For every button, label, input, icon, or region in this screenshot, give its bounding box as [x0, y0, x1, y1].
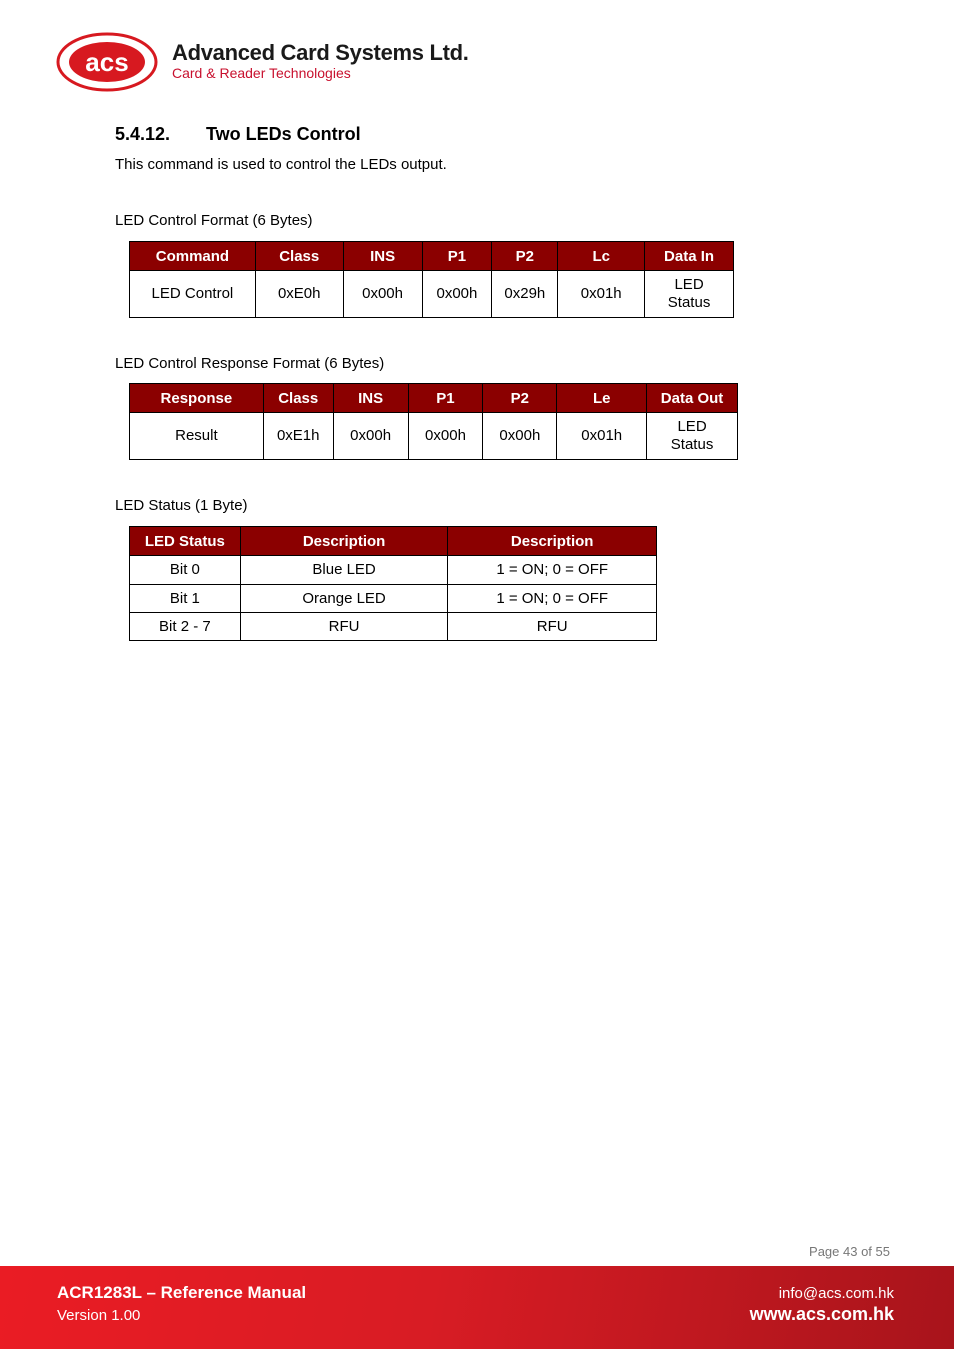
- header-p2: P2: [492, 242, 558, 271]
- section-heading: [115, 124, 361, 145]
- acs-logo-icon: [55, 30, 159, 94]
- company-tagline: Card & Reader Technologies: [172, 65, 351, 81]
- status-table-caption: LED Status (1 Byte): [115, 497, 248, 514]
- company-name: Advanced Card Systems Ltd.: [172, 40, 469, 65]
- logo-text: acs: [85, 47, 129, 77]
- cell-p2: 0x00h: [483, 413, 557, 460]
- cell-class: 0xE0h: [255, 271, 343, 318]
- header-description: Description: [240, 527, 448, 556]
- cell-line: Status: [670, 436, 714, 453]
- cell-data-out: [647, 413, 738, 460]
- table-row: [130, 585, 657, 613]
- cell-description: Orange LED: [240, 585, 448, 613]
- footer-email: info@acs.com.hk: [778, 1285, 894, 1302]
- cell-le: 0x01h: [557, 413, 647, 460]
- cell-value: 1 = ON; 0 = OFF: [448, 556, 657, 585]
- header-data-in: Data In: [645, 242, 734, 271]
- table-header-row: [130, 242, 734, 271]
- table-header-row: [130, 527, 657, 556]
- section-intro: This command is used to control the LEDs output.: [115, 156, 447, 173]
- cell-line: Status: [667, 294, 711, 311]
- cell-value: 1 = ON; 0 = OFF: [448, 585, 657, 613]
- cell-p2: 0x29h: [492, 271, 558, 318]
- led-status-table: [129, 526, 657, 641]
- response-format-table: [129, 383, 738, 460]
- header-data-out: Data Out: [647, 384, 738, 413]
- cell-line: LED: [674, 276, 704, 293]
- cell-description: RFU: [240, 613, 448, 641]
- header-le: Le: [557, 384, 647, 413]
- footer-version: Version 1.00: [57, 1307, 141, 1324]
- page-footer: [0, 1266, 954, 1349]
- section-number: 5.4.12.: [115, 124, 171, 144]
- cell-data-in: [645, 271, 734, 318]
- table-row: [130, 556, 657, 585]
- cell-ins: 0x00h: [343, 271, 422, 318]
- cell-p1: 0x00h: [422, 271, 492, 318]
- header-command: Command: [130, 242, 256, 271]
- header-description: Description: [448, 527, 657, 556]
- header-response: Response: [130, 384, 264, 413]
- header-p1: P1: [422, 242, 492, 271]
- cell-description: Blue LED: [240, 556, 448, 585]
- header-ins: INS: [343, 242, 422, 271]
- table-row: [130, 413, 738, 460]
- header-lc: Lc: [558, 242, 645, 271]
- header-ins: INS: [333, 384, 408, 413]
- response-table-caption: LED Control Response Format (6 Bytes): [115, 355, 385, 372]
- cell-class: 0xE1h: [263, 413, 333, 460]
- cell-p1: 0x00h: [408, 413, 483, 460]
- footer-manual-title: ACR1283L – Reference Manual: [57, 1283, 307, 1302]
- footer-website: www.acs.com.hk: [749, 1304, 894, 1324]
- header-p1: P1: [408, 384, 483, 413]
- header-p2: P2: [483, 384, 557, 413]
- cell-bit: Bit 0: [130, 556, 241, 585]
- section-title: Two LEDs Control: [206, 124, 361, 144]
- header-class: Class: [263, 384, 333, 413]
- cell-bit: Bit 2 - 7: [130, 613, 241, 641]
- table-row: [130, 613, 657, 641]
- header-class: Class: [255, 242, 343, 271]
- command-format-table: [129, 241, 734, 318]
- cell-line: LED: [677, 418, 707, 435]
- cell-ins: 0x00h: [333, 413, 408, 460]
- cell-command: LED Control: [130, 271, 256, 318]
- cell-response: Result: [130, 413, 264, 460]
- command-table-caption: LED Control Format (6 Bytes): [115, 212, 313, 229]
- header-led-status: LED Status: [130, 527, 241, 556]
- cell-lc: 0x01h: [558, 271, 645, 318]
- table-header-row: [130, 384, 738, 413]
- page-number: Page 43 of 55: [809, 1244, 890, 1259]
- company-logo: [55, 30, 475, 94]
- table-row: [130, 271, 734, 318]
- cell-bit: Bit 1: [130, 585, 241, 613]
- cell-value: RFU: [448, 613, 657, 641]
